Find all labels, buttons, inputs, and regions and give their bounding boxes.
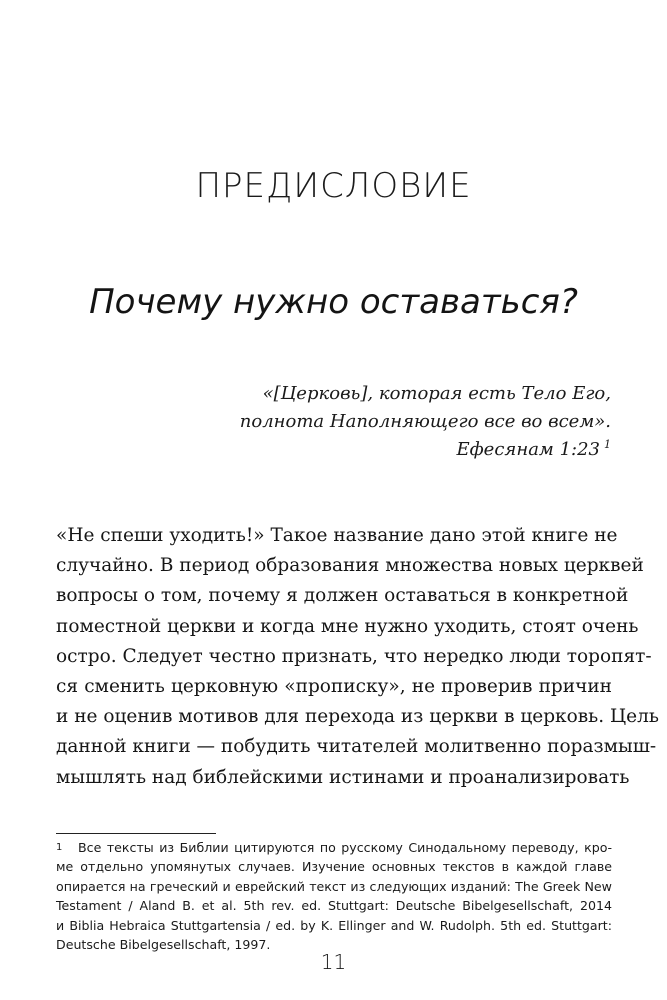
footnote-line: и Biblia Hebraica Stuttgartensia / ed. by K. Ellinger and W. Rudolph. 5th ed. Stuttgart: [56,917,612,933]
body-paragraph [56,521,659,793]
footnote [56,838,612,954]
body-line: мышлять над библейскими истинами и проанализировать [56,766,630,788]
page-number: 11 [320,950,347,974]
body-line: поместной церкви и когда мне нужно уходить, стоят очень [56,615,639,637]
epigraph-line: полнота Наполняющего все во всем». [239,411,611,432]
epigraph [91,380,611,464]
footnote-line: Testament / Aland B. et al. 5th rev. ed. Stuttgart: Deutsche Bibelgesellschaft, 2014 [56,898,612,914]
footnote-line-text: Все тексты из Библии цитируются по русскому Синодальному переводу, кро- [78,840,612,855]
footnote-marker: 1 [56,842,63,853]
body-line: и не оценив мотивов для перехода из церкви в церковь. Цель [56,706,659,728]
body-line: случайно. В период образования множества новых церквей [56,555,644,577]
body-line: данной книги — побудить читателей молитвенно поразмыш- [56,736,657,758]
body-line: остро. Следует честно признать, что нередко люди торопят- [56,645,652,667]
epigraph-line: «[Церковь], которая есть Тело Его, [262,383,611,404]
epigraph-source-text: Ефесянам 1:23 [456,439,600,460]
footnote-line: ме отдельно упомянутых случаев. Изучение основных текстов в каждой главе [56,859,612,875]
body-line: вопросы о том, почему я должен оставаться в конкретной [56,585,629,607]
footnote-line [56,838,612,857]
body-line: «Не спеши уходить!» Такое название дано этой книге не [56,525,618,546]
footnote-line: Deutsche Bibelgesellschaft, 1997. [56,937,271,953]
epigraph-source [91,436,611,464]
body-line: ся сменить церковную «прописку», не проверив причин [56,676,612,698]
chapter-heading: ПРЕДИСЛОВИЕ [195,166,472,206]
footnote-divider [56,833,216,834]
footnote-line: опирается на греческий и еврейский текст из следующих изданий: The Greek New [56,878,612,894]
footnote-reference[interactable]: 1 [604,438,611,451]
chapter-title: Почему нужно оставаться? [89,282,578,322]
